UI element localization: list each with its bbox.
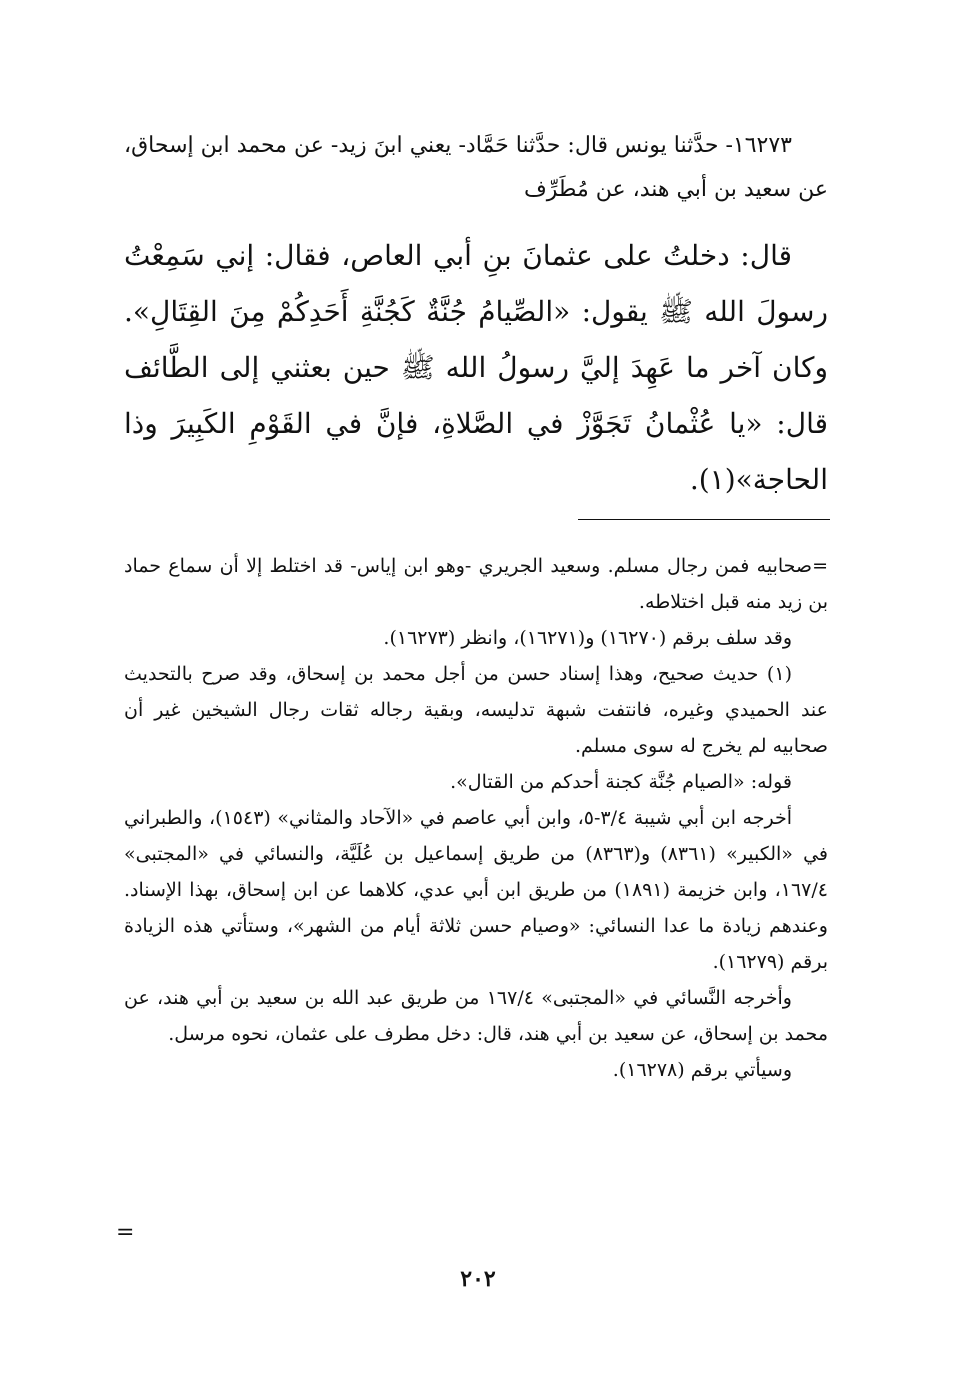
footnote-paragraph: وسيأتي برقم (١٦٢٧٨). xyxy=(612,1059,792,1081)
footnote-continuation: =صحابيه فمن رجال مسلم. وسعيد الجريري -وهو ابن إياس- قد اختلط إلا أن سماع حماد بن زيد منه قبل اختلاطه. xyxy=(124,555,828,613)
footnote-separator xyxy=(578,519,830,520)
footnote-1: (١) حديث صحيح، وهذا إسناد حسن من أجل محمد بن إسحاق، وقد صرح بالتحديث عند الحميدي وغيره، فانتفت شبهة تدليسه، وبقية رجاله ثقات رجال الشيخين غير أن صحابيه لم يخرج له سوى مسلم. xyxy=(124,663,828,757)
footnote-paragraph: قوله: «الصيام جُنَّة كجنة أحدكم من القتال». xyxy=(450,771,792,793)
page-number: ٢٠٢ xyxy=(460,1266,496,1292)
hadith-matn: قال: دخلتُ على عثمانَ بنِ أبي العاص، فقال: إني سَمِعْتُ رسولَ الله ﷺ يقول: «الصِّيامُ جُنَّةٌ كَجُنَّةِ أَحَدِكُمْ مِنَ القِتَالِ». وكان آخر ما عَهِدَ إليَّ رسولُ الله ﷺ حين بعثني إلى الطَّائف قال: «يا عُثْمانُ تَجَوَّزْ في الصَّلاةِ، فإنَّ في القَوْمِ الكَبِيرَ وذا الحاجة»(١). xyxy=(124,239,828,496)
footnote-paragraph: أخرجه ابن أبي شيبة ٣/٤-٥، وابن أبي عاصم في «الآحاد والمثاني» (١٥٤٣)، والطبراني في «الكبير» (٨٣٦١) و(٨٣٦٣) من طريق إسماعيل بن عُلَيَّة، والنسائي في «المجتبى» ١٦٧/٤، وابن خزيمة (١٨٩١) من طريق ابن أبي عدي، كلاهما عن ابن إسحاق، بهذا الإسناد. وعندهم زيادة ما عدا النسائي: «وصيام حسن ثلاثة أيام من الشهر»، وستأتي هذه الزيادة برقم (١٦٢٧٩). xyxy=(124,807,828,973)
footnote-paragraph: وأخرجه النَّسائي في «المجتبى» ١٦٧/٤ من طريق عبد الله بن سعيد بن أبي هند، عن محمد بن إسحاق، عن سعيد بن أبي هند، قال: دخل مطرف على عثمان، نحوه مرسل. xyxy=(124,987,828,1045)
hadith-block xyxy=(124,124,828,212)
hadith-text-block xyxy=(124,228,828,508)
footnote-paragraph: وقد سلف برقم (١٦٢٧٠) و(١٦٢٧١)، وانظر (١٦٢٧٣). xyxy=(383,627,792,649)
footnotes xyxy=(124,548,828,1088)
continuation-marker: = xyxy=(116,1220,135,1245)
hadith-isnad: ١٦٢٧٣- حدَّثنا يونس قال: حدَّثنا حَمَّاد- يعني ابنَ زيد- عن محمد ابن إسحاق، عن سعيد بن أبي هند، عن مُطَرِّف xyxy=(124,133,828,202)
